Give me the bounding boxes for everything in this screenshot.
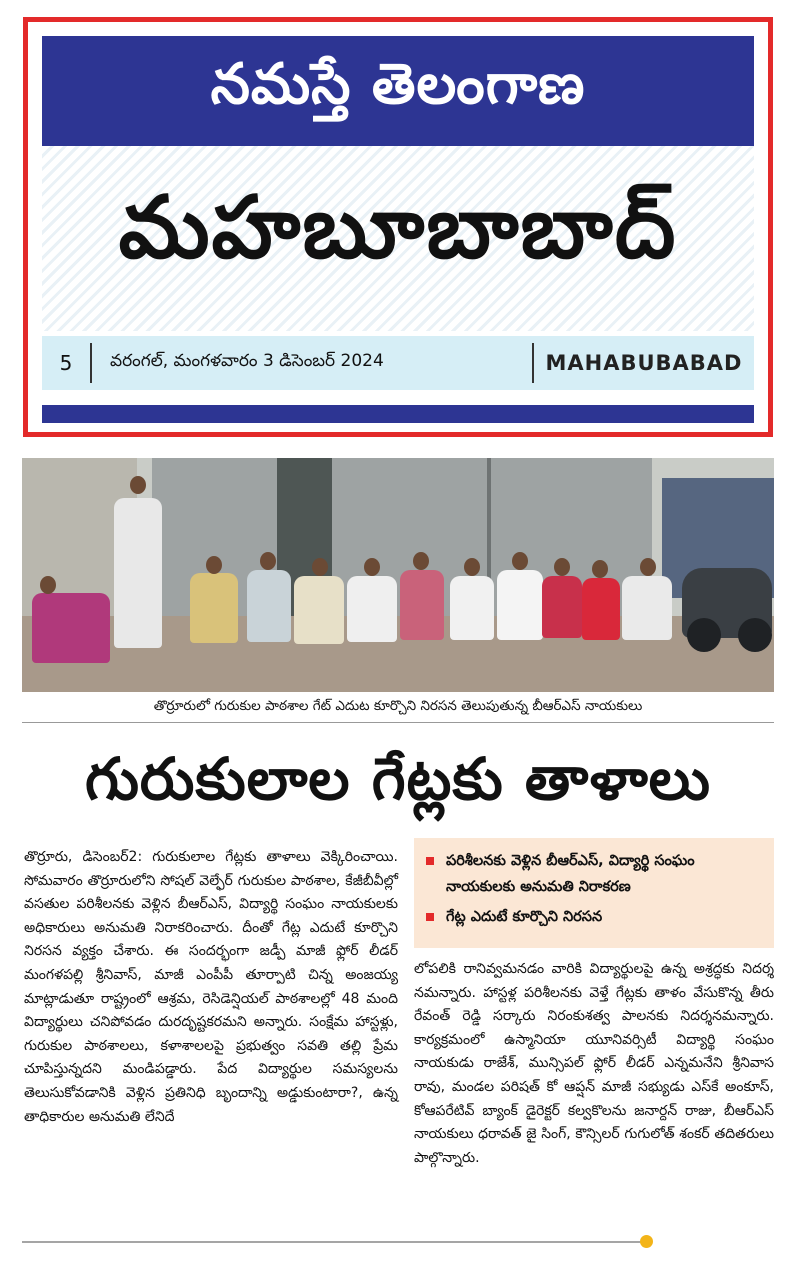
edition-place-english: MAHABUBABAD	[545, 351, 743, 375]
photo-person-seated	[347, 576, 397, 642]
footer-rule	[22, 1241, 646, 1243]
masthead	[23, 17, 773, 437]
highlight-item	[426, 904, 762, 930]
caption-rule	[22, 722, 774, 723]
photo-person-seated	[247, 570, 291, 642]
photo-person-seated	[450, 576, 494, 640]
article-body-left: తొర్రూరు, డిసెంబర్2: గురుకులాల గేట్లకు తాళాలు వెక్కిరించాయి. సోమవారం తొర్రూరులోని సోషల్ వెల్ఫేర్ గురుకుల పాఠశాల, కేజీబీవీల్లో వసతుల పరిశీలనకు వెళ్లిన బీఆర్ఎస్, విద్యార్థి సంఘం నాయకులకు అధికారులు అనుమతి నిరాకరించారు. దీంతో గేట్ల ఎదుటే కూర్చొని నిరసన వ్యక్తం చేశారు. ఈ సందర్భంగా జడ్పీ మాజీ ఫ్లోర్ లీడర్ మంగళపల్లి శ్రీనివాస్, మాజీ ఎంపీపీ తూర్పాటి చిన్న అంజయ్య మాట్లాడుతూ రాష్ట్రంలో ఆశ్రమ, రెసిడెన్షియల్ పాఠశాలల్లో 48 మంది విద్యార్థులు చనిపోవడం దురదృష్టకరమని అన్నారు. సంక్షేమ హాస్టళ్లు, గురుకుల పాఠశాలలు, కళాశాలలపై ప్రభుత్వం సవతి తల్లి ప్రేమ చూపిస్తున్నదని మండిపడ్డారు. పేద విద్యార్థుల సమస్యలను తెలుసుకోవడానికి వెళ్లిన ప్రతినిధి బృందాన్ని అడ్డుకుంటారా?, ఉన్న తాధికారుల అనుమతి లేనిదే	[24, 849, 398, 1125]
edition-band	[42, 146, 754, 331]
masthead-bottom-bar	[42, 405, 754, 423]
date-bar	[42, 336, 754, 390]
highlight-text: గేట్ల ఎదుటే కూర్చొని నిరసన	[446, 909, 603, 925]
photo-person-head	[640, 558, 656, 576]
photo-person-seated	[582, 578, 620, 640]
photo-person-seated	[294, 576, 344, 644]
footer-dot-icon	[640, 1235, 653, 1248]
article-body-right: లోపలికి రానివ్వమనడం వారికి విద్యార్థులపై ఉన్న అశ్రద్ధకు నిదర్శ నమన్నారు. హాస్టళ్ల పరిశీలనకు వెళ్తే గేట్లకు తాళం వేసుకొన్న తీరు రేవంత్ రెడ్డి సర్కారు నిరంకుశత్వ పాలనకు నిదర్శనమన్నారు. కార్యక్రమంలో ఉస్మానియా యూనివర్సిటీ విద్యార్థి సంఘం నాయకుడు రాజేశ్, మున్సిపల్ ఫ్లోర్ లీడర్ ఎన్నమనేని శ్రీనివాస రావు, మండల పరిషత్ కో ఆప్షన్ మాజీ సభ్యుడు ఎస్‌కే అంకూస్, కోఆపరేటివ్ బ్యాంక్ డైరెక్టర్ కల్వకొలను జనార్దన్ రాజు, బీఆర్ఎస్ నాయకులు ధరావత్ జై సింగ్, కౌన్సిలర్ గుగులోత్ శంకర్ తదితరులు పాల్గొన్నారు.	[414, 961, 774, 1166]
photo-motorcycle-wheel	[738, 618, 772, 652]
highlights-box	[414, 838, 774, 948]
photo-person-seated	[542, 576, 582, 638]
article-column-left	[24, 846, 398, 1129]
bullet-square-icon	[426, 857, 434, 865]
edition-name: మహబూబాబాద్	[118, 178, 678, 278]
photo-person-head	[554, 558, 570, 576]
photo-person-seated	[497, 570, 543, 640]
photo-person-head	[260, 552, 276, 570]
bullet-square-icon	[426, 913, 434, 921]
photo-person-seated	[32, 593, 110, 663]
paper-name-bar	[42, 36, 754, 146]
photo-person-head	[413, 552, 429, 570]
photo-person-head	[40, 576, 56, 594]
photo-person-head	[312, 558, 328, 576]
highlight-item	[426, 848, 762, 900]
photo-person-head	[364, 558, 380, 576]
photo-motorcycle-wheel	[687, 618, 721, 652]
photo-person-seated	[190, 573, 238, 643]
photo-person-head	[512, 552, 528, 570]
photo-person-head	[592, 560, 608, 578]
paper-name: నమస్తే తెలంగాణ	[210, 51, 586, 117]
date-line: వరంగల్, మంగళవారం 3 డిసెంబర్ 2024	[110, 351, 384, 371]
news-photo	[22, 458, 774, 692]
article-column-right	[414, 958, 774, 1170]
photo-person-head	[130, 476, 146, 494]
photo-person-seated	[622, 576, 672, 640]
highlight-text: పరిశీలనకు వెళ్లిన బీఆర్ఎస్, విద్యార్థి సంఘం నాయకులకు అనుమతి నిరాకరణ	[446, 853, 695, 895]
photo-person-head	[464, 558, 480, 576]
page-number: 5	[59, 351, 73, 375]
photo-person-seated	[400, 570, 444, 640]
article-headline: గురుకులాల గేట్లకు తాళాలు	[85, 745, 711, 813]
photo-person-standing	[114, 498, 162, 648]
photo-caption: తొర్రూరులో గురుకుల పాఠశాల గేట్ ఎదుట కూర్చొని నిరసన తెలుపుతున్న బీఆర్ఎస్ నాయకులు	[153, 698, 643, 714]
photo-person-head	[206, 556, 222, 574]
